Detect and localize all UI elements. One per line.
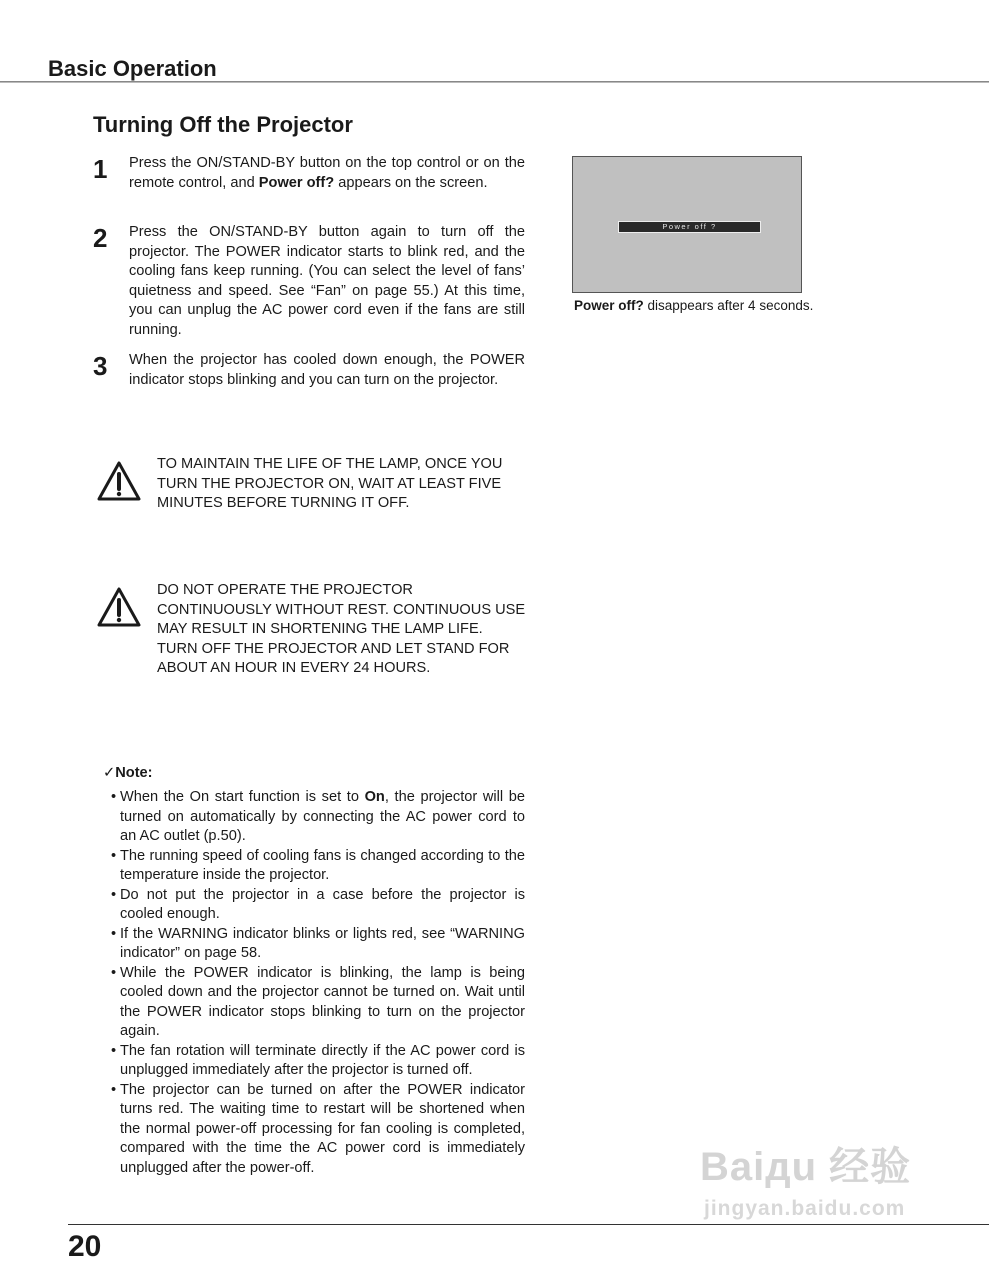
section-heading: Basic Operation bbox=[48, 56, 217, 81]
note-item: • The running speed of cooling fans is changed according to the temperature inside the projector. bbox=[111, 847, 525, 886]
page-number: 20 bbox=[68, 1230, 102, 1263]
note-item: • The projector can be turned on after the POWER indicator turns red. The waiting time to restart will be shortened when the normal power-off processing for fan cooling is completed, compared with the time the AC power cord is immediately unplugged after the power-off. bbox=[111, 1081, 525, 1179]
header-rule bbox=[0, 81, 989, 83]
step-1-number: 1 bbox=[93, 154, 108, 184]
baidu-watermark: Baiдu 经验 bbox=[700, 1145, 912, 1189]
note-heading: ✓Note: bbox=[103, 765, 153, 781]
note-item: • Do not put the projector in a case before the projector is cooled enough. bbox=[111, 886, 525, 925]
warning-text-lamp-life: TO MAINTAIN THE LIFE OF THE LAMP, ONCE YOU TURN THE PROJECTOR ON, WAIT AT LEAST FIVE MINUTES BEFORE TURNING IT OFF. bbox=[157, 456, 503, 511]
page-title: Turning Off the Projector bbox=[93, 112, 353, 137]
note-item: • When the On start function is set to On, the projector will be turned on automatically by connecting the AC power cord to an AC outlet (p.50). bbox=[111, 788, 525, 847]
screen-caption: Power off? disappears after 4 seconds. bbox=[574, 298, 814, 313]
footer-rule bbox=[68, 1224, 989, 1225]
step-3-number: 3 bbox=[93, 351, 108, 381]
note-list bbox=[111, 788, 525, 1178]
projector-screen-illustration bbox=[572, 156, 802, 293]
baidu-watermark-url: jingyan.baidu.com bbox=[704, 1197, 906, 1220]
note-item: • If the WARNING indicator blinks or lights red, see “WARNING indicator” on page 58. bbox=[111, 925, 525, 964]
note-item: • The fan rotation will terminate directly if the AC power cord is unplugged immediately after the projector is turned off. bbox=[111, 1042, 525, 1081]
checkmark-icon: ✓ bbox=[103, 765, 116, 781]
step-2-text: Press the ON/STAND-BY button again to turn off the projector. The POWER indicator starts to blink red, and the cooling fans keep running. (You can select the level of fans’ quietness and speed. See “Fan” on page 55.) At this time, you can unplug the AC power cord even if the fans are still running. bbox=[129, 224, 525, 338]
warning-text-continuous-use: DO NOT OPERATE THE PROJECTOR CONTINUOUSLY WITHOUT REST. CONTINUOUS USE MAY RESULT IN SHORTENING THE LAMP LIFE. TURN OFF THE PROJECTOR AND LET STAND FOR ABOUT AN HOUR IN EVERY 24 HOURS. bbox=[157, 582, 526, 676]
power-off-osd: Power off ? bbox=[618, 221, 761, 233]
step-2-number: 2 bbox=[93, 223, 108, 253]
warning-triangle-icon bbox=[96, 460, 142, 507]
warning-triangle-icon bbox=[96, 586, 142, 633]
step-3-text: When the projector has cooled down enough, the POWER indicator stops blinking and you can turn on the projector. bbox=[129, 352, 525, 388]
note-item: • While the POWER indicator is blinking, the lamp is being cooled down and the projector cannot be turned on. Wait until the POWER indicator stops blinking to turn on the projector again. bbox=[111, 964, 525, 1042]
step-1-text: Press the ON/STAND-BY button on the top control or on the remote control, and Power off? appears on the screen. bbox=[129, 155, 525, 191]
